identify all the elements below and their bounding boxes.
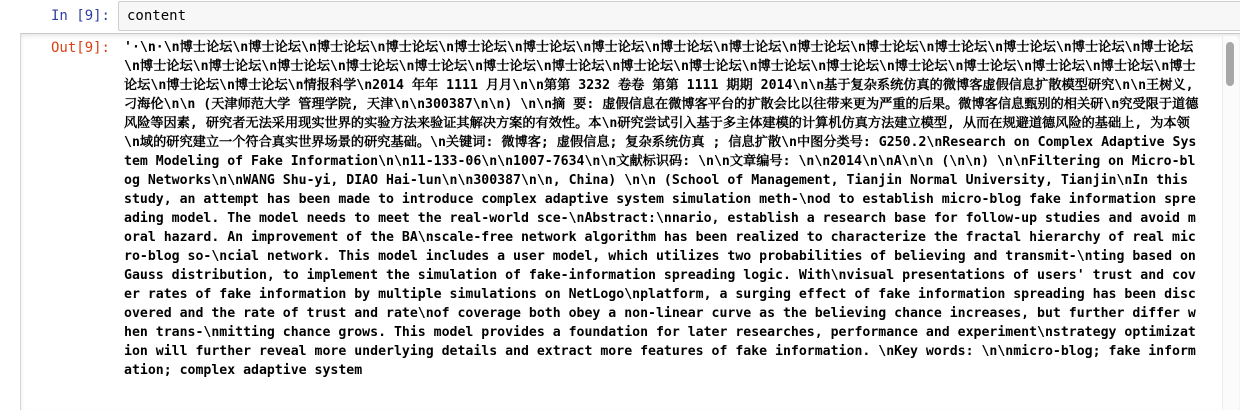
output-text: '·\n·\n博士论坛\n博士论坛\n博士论坛\n博士论坛\n博士论坛\n博士论坛\n博士论坛\n博士论坛\n博士论坛\n博士论坛\n博士论坛\n博士论坛\n博士论坛\n博士论坛\n博士论坛\n博士论坛\n博士论坛\n博士论坛\n博士论坛\n博士论坛\n博士论坛\n博士论坛\n博士论坛\n博士论坛\n博士论坛\n博士论坛\n博士论坛\n博士论坛\n博士论坛\n博士论坛\n博士论坛\n博士论坛\n博士论坛\n情报科学\n2014 年年 1111 月月\n\n第第 3232 卷卷 第第 1111 期期 2014\n\n基于复杂系统仿真的微博客虚假信息扩散模型研究\n\n王树义, 刁海伦\n\n (天津师范大学 管理学院, 天津\n\n300387\n\n) \n\n摘 要: 虚假信息在微博客平台的扩散会比以往带来更为严重的后果。微博客信息甄别的相关研\n究受限于道德风险等因素, 研究者无法采用现实世界的实验方法来验证其解决方案的有效性。本\n研究尝试引入基于多主体建模的计算机仿真方法建立模型, 从而在规避道德风险的基础上, 为本领\n域的研究建立一个符合真实世界场景的研究基础。\n关键词: 微博客; 虚假信息; 复杂系统仿真 ; 信息扩散\n中图分类号: G250.2\nResearch on Complex Adaptive System Modeling of Fake Information\n\n11-133-06\n\n1007-7634\n\n文献标识码: \n\n文章编号: \n\n2014\n\nA\n\n (\n\n) \n\nFiltering on Micro-blog Networks\n\nWANG Shu-yi, DIAO Hai-lun\n\n300387\n\n, China) \n\n (School of Management, Tianjin Normal University, Tianjin\nIn this study, an attempt has been made to introduce complex adaptive system simulation meth‐\nod to establish micro-blog fake information spreading model. The model needs to meet the real-world sce‐\nAbstract:\nnario, establish a research base for follow-up studies and avoid moral hazard. An improvement of the BA\nscale-free network algorithm has been realized to characterize the fractal hierarchy of real micro-blog so‐\ncial network. This model includes a user model, which utilizes two probabilities of believing and transmit‐\nting based on Gauss distribution, to implement the simulation of fake-information spreading logic. With\nvisual presentations of users' trust and cover rates of fake information by multiple simulations on NetLogo\nplatform, a surging effect of fake information spreading has been discovered and the rate of trust and rate\nof coverage both obey a non-linear curve as the believing chance increases, but further differ when trans‐\nmitting chance grows. This model provides a foundation for later researches, performance and experiment\nstrategy optimization will further reveal more underlying details and extract more features of fake information. \nKey words: \n\nmicro-blog; fake information; complex adaptive system [124,40,1204,378]
output-prompt: Out[9]: [50,40,110,56]
output-scrollbar[interactable] [1222,36,1237,410]
input-row [0,0,1240,32]
scrollbar-thumb[interactable] [1226,42,1234,86]
code-text[interactable]: content [127,8,187,24]
code-input-area[interactable] [118,1,1240,31]
input-prompt: In [9]: [50,8,110,24]
